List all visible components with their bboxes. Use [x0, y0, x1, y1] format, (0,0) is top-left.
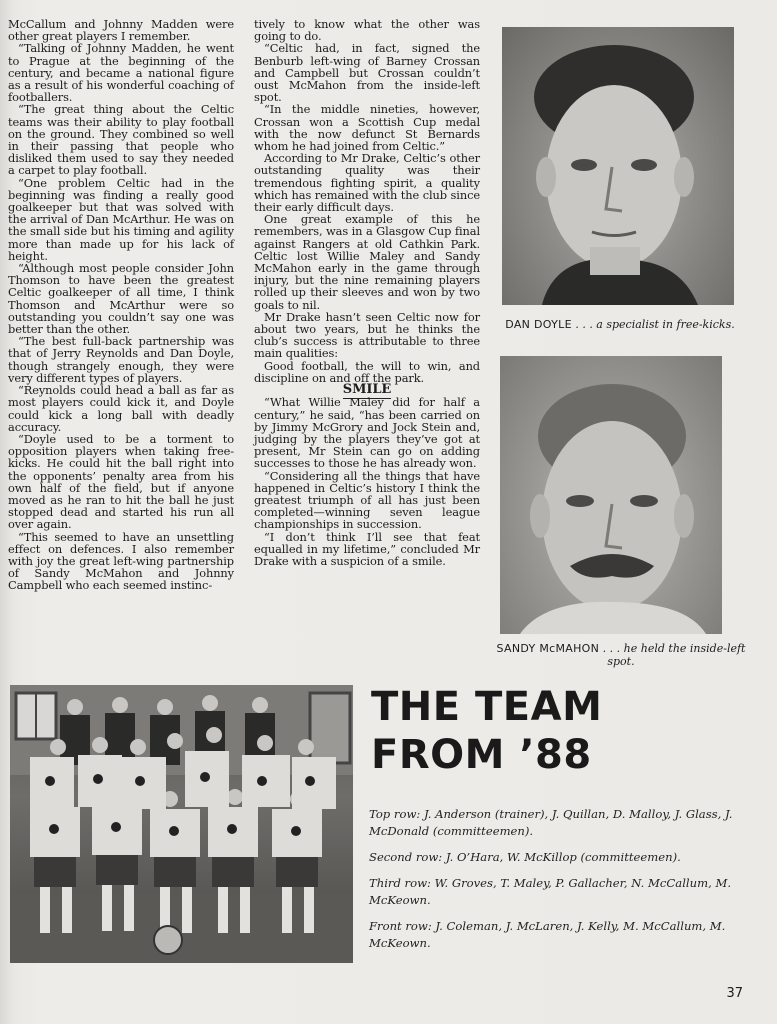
paragraph: “The great thing about the Celtic teams was their ability to play football on the ground. They combined so well in their passing that people who disliked them used to say they needed a carpet to play football. [8, 102, 234, 178]
paragraph: “I don’t think I’ll see that feat equalled in my lifetime,” concluded Mr Drake with a suspicion of a smile. [254, 529, 480, 568]
team-row-top: Top row: J. Anderson (trainer), J. Quillan, D. Malloy, J. Glass, J. McDonald (committeemen). [369, 807, 733, 838]
portrait-photo-doyle [502, 27, 734, 305]
paragraph: “Doyle used to be a torment to opposition players when taking free-kicks. He could hit the ball right into the opponents’ penalty area from his own half of the field, but if anyone moved as he ran to hit the ball he just stopped dead and started his run all over again. [8, 431, 234, 532]
caption-name: DAN DOYLE [505, 318, 572, 331]
portrait-illustration [502, 27, 734, 305]
caption-description: . . . he held the inside-left spot. [602, 642, 746, 668]
caption-doyle [495, 318, 745, 331]
portrait-photo-mcmahon [500, 356, 722, 634]
article-column-2 [254, 18, 480, 567]
paragraph: McCallum and Johnny Madden were other great players I remember. [8, 17, 234, 44]
section-subheading: SMILE [342, 382, 392, 398]
team-row-second: Second row: J. O’Hara, W. McKillop (committeemen). [369, 850, 681, 864]
page-number: 37 [726, 986, 743, 1001]
paragraph: “Although most people consider John Thomson to have been the greatest Celtic goalkeeper of all time, I think Thomson and McArthur were so outstanding you couldn’t say one was better than the other. [8, 261, 234, 337]
paragraph: tively to know what the other was going to do. [254, 17, 480, 44]
paragraph: One great example of this he remembers, was in a Glasgow Cup final against Rangers at old Cathkin Park. Celtic lost Willie Maley and Sandy McMahon early in the game through injury, but the nine remaining players rolled up their sleeves and won by two goals to nil. [254, 212, 480, 312]
portrait-illustration [500, 356, 722, 634]
paragraph: “In the middle nineties, however, Crossan won a Scottish Cup medal with the now defunct St Bernards whom he had joined from Celtic.” [254, 102, 480, 154]
paragraph: Mr Drake hasn’t seen Celtic now for about two years, but he thinks the club’s success is attributable to three main qualities: [254, 309, 480, 361]
team-row-front: Front row: J. Coleman, J. McLaren, J. Kelly, M. McCallum, M. McKeown. [369, 919, 726, 950]
paragraph: “The best full-back partnership was that of Jerry Reynolds and Dan Doyle, though strangely enough, they were very different types of players. [8, 334, 234, 385]
paragraph: “Talking of Johnny Madden, he went to Prague at the beginning of the century, and became a national figure as a result of his wonderful coaching of footballers. [8, 41, 234, 105]
paragraph: Good football, the will to win, and discipline on and off the park. [254, 358, 480, 385]
caption-name: SANDY McMAHON [496, 642, 600, 655]
caption-mcmahon [493, 642, 749, 668]
caption-description: . . . a specialist in free-kicks. [575, 318, 735, 331]
title-line: THE TEAM [371, 684, 603, 730]
team-photo [10, 685, 353, 963]
team-lineup-caption [369, 806, 749, 961]
title-line: FROM ’88 [371, 732, 592, 778]
paragraph: “Considering all the things that have happened in Celtic’s history I think the greatest triumph of all has just been completed—winning seven league championships in succession. [254, 468, 480, 532]
article-column-1 [8, 18, 234, 592]
paragraph: “Celtic had, in fact, signed the Benburb left-wing of Barney Crossan and Campbell but Crossan couldn’t oust McMahon from the inside-left spot. [254, 41, 480, 105]
paragraph: “One problem Celtic had in the beginning was finding a really good goalkeeper but that was solved with the arrival of Dan McArthur. He was on the small side but his timing and agility more than made up for his lack of height. [8, 175, 234, 263]
team-row-third: Third row: W. Groves, T. Maley, P. Gallacher, N. McCallum, M. McKeown. [369, 876, 732, 907]
paragraph: “This seemed to have an unsettling effect on defences. I also remember with joy the great left-wing partnership of Sandy McMahon and Johnny Campbell who each seemed instinc- [8, 529, 234, 593]
paragraph: “Reynolds could head a ball as far as most players could kick it, and Doyle could kick a long ball with deadly accuracy. [8, 383, 234, 434]
paragraph: “What Willie Maley did for half a century,” he said, “has been carried on by Jimmy McGrory and Jock Stein and, judging by the players they’ve got at present, Mr Stein can go on adding successes to those he has already won. [254, 395, 480, 471]
paragraph: According to Mr Drake, Celtic’s other outstanding quality was their tremendous fighting spirit, a quality which has remained with the club since their early difficult days. [254, 151, 480, 215]
team-photo-illustration [10, 685, 353, 963]
team-feature-title [371, 683, 751, 779]
